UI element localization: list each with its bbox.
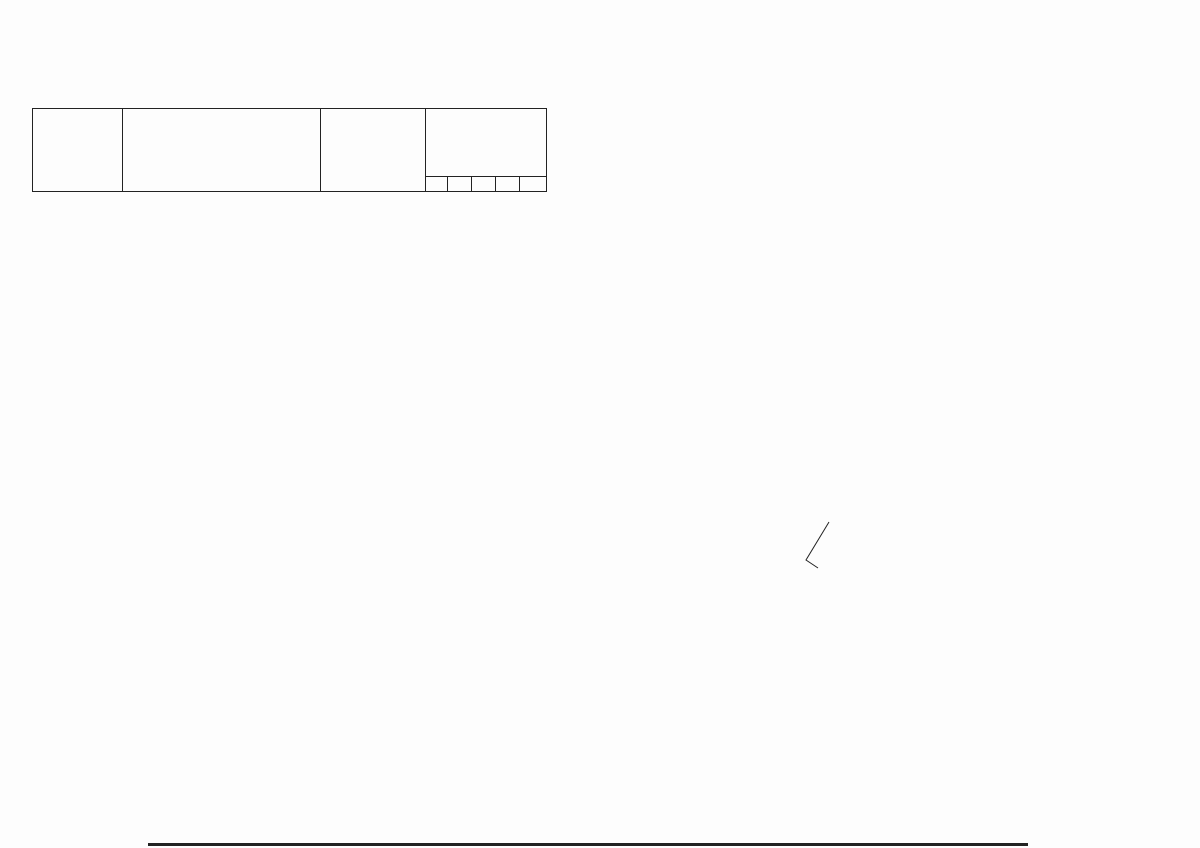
scan-edge-line (148, 843, 1028, 846)
